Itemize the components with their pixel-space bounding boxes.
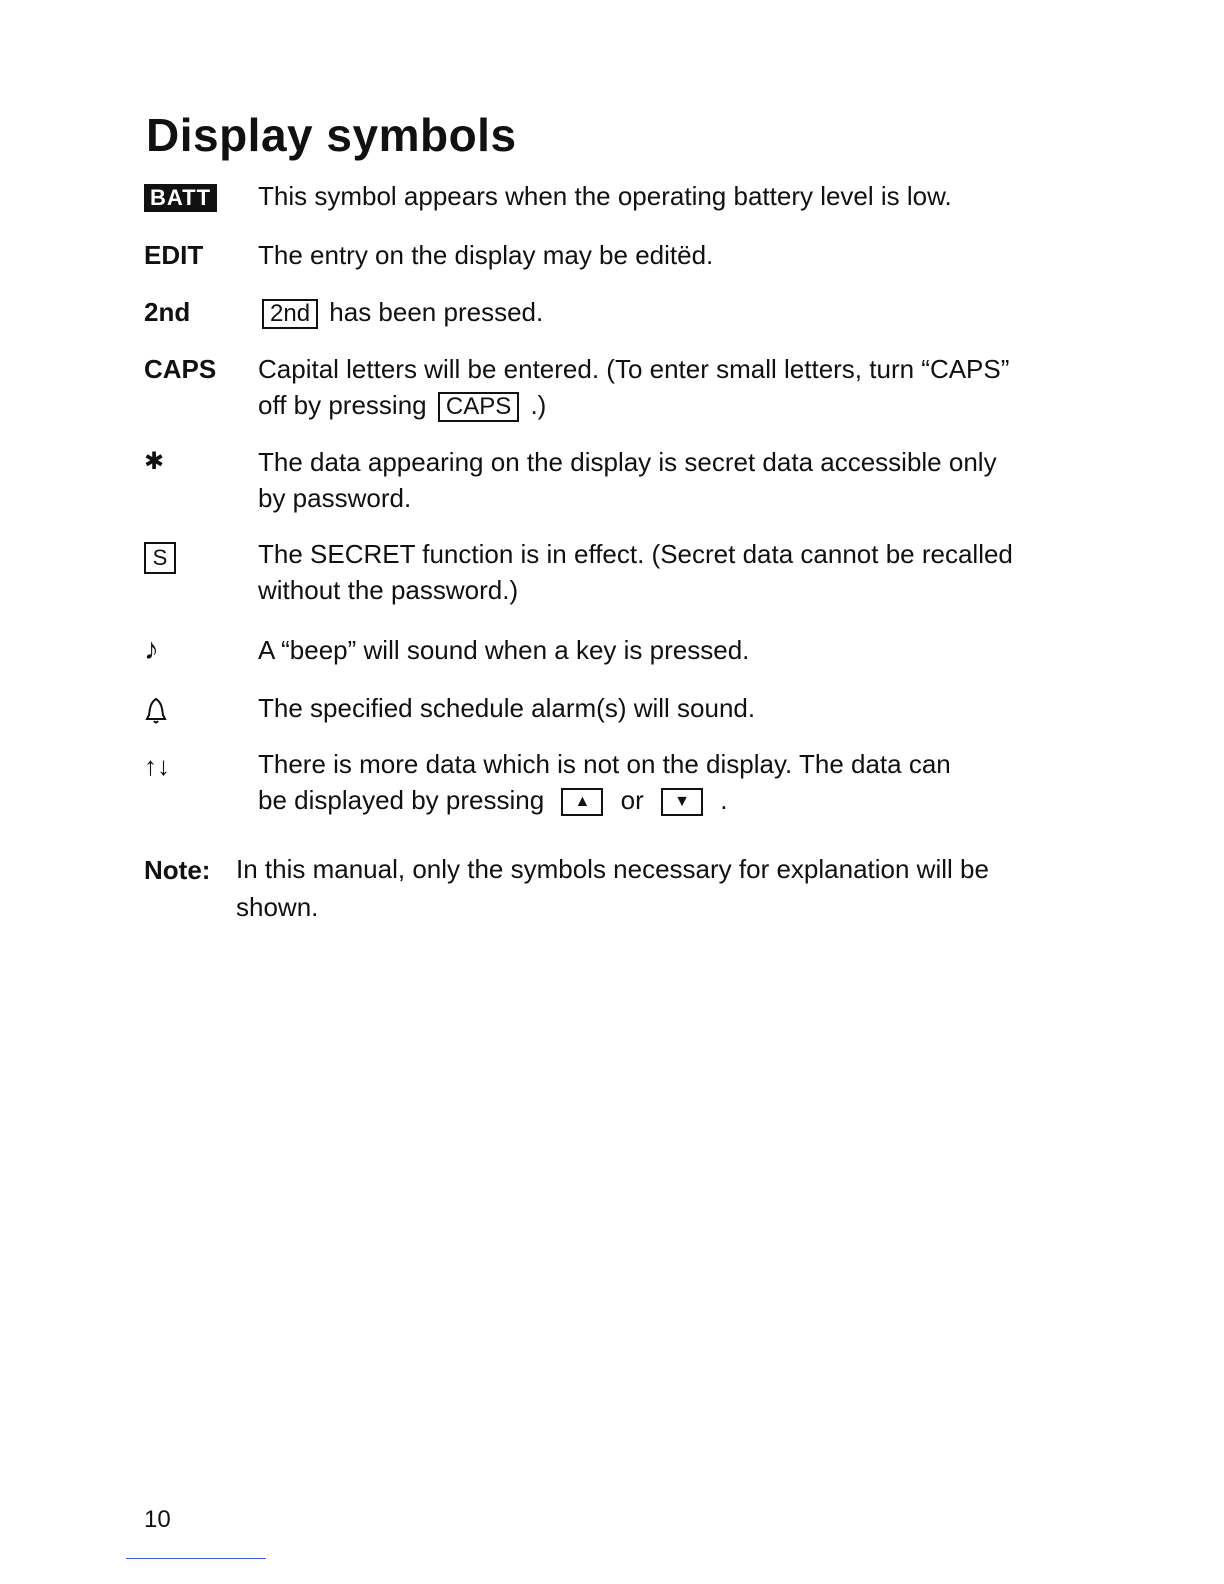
caps-key-icon: CAPS [438,392,519,422]
note-text [236,850,1016,926]
secret-description-line1: The SECRET function is in effect. (Secret data cannot be recalled [258,539,1013,569]
second-key-icon: 2nd [262,299,318,329]
secret-symbol-wrap [144,538,176,574]
second-symbol: 2nd [144,297,191,327]
bell-icon [144,695,168,725]
up-down-arrows-icon: ↑↓ [144,751,170,781]
up-arrow-key-icon: ▲ [561,788,603,816]
star-description [258,444,1018,516]
second-description [258,294,1018,330]
alarm-description: The specified schedule alarm(s) will sound. [258,693,756,723]
scroll-or-text: or [620,785,644,815]
scroll-line2-post: . [720,785,728,815]
star-description-line1: The data appearing on the display is secret data accessible only [258,447,997,477]
batt-icon: BATT [144,184,217,212]
note-line2: shown. [236,892,319,922]
caps-line2-pre: off by pressing [258,390,427,420]
caps-description [258,351,1018,423]
music-note-icon: ♪ [144,633,159,666]
caps-description-line2 [258,387,1018,423]
caps-description-line1: Capital letters will be entered. (To enter small letters, turn “CAPS” [258,354,1010,384]
batt-symbol-wrap [144,178,217,214]
scroll-description-line2 [258,782,1018,818]
batt-description: This symbol appears when the operating battery level is low. [258,181,952,211]
scroll-description-line1: There is more data which is not on the display. The data can [258,749,951,779]
note-label: Note: [144,855,211,885]
secret-description [258,536,1018,608]
secret-description-line2: without the password.) [258,575,519,605]
caps-symbol: CAPS [144,354,217,384]
page-number: 10 [144,1506,171,1533]
edit-description: The entry on the display may be editёd. [258,240,714,270]
star-description-line2: by password. [258,483,412,513]
footer-divider [126,1558,266,1559]
scroll-line2-pre: be displayed by pressing [258,785,545,815]
caps-line2-post: .) [530,390,547,420]
page-title: Display symbols [146,109,517,161]
beep-description: A “beep” will sound when a key is pressed. [258,635,750,665]
down-arrow-key-icon: ▼ [661,788,703,816]
secret-s-icon: S [144,542,176,574]
asterisk-icon: ✱ [144,448,165,475]
scroll-description [258,746,1018,818]
bell-icon-wrap [144,690,168,726]
second-description-text: has been pressed. [329,297,544,327]
edit-symbol: EDIT [144,240,204,270]
note-line1: In this manual, only the symbols necessary for explanation will be [236,854,989,884]
